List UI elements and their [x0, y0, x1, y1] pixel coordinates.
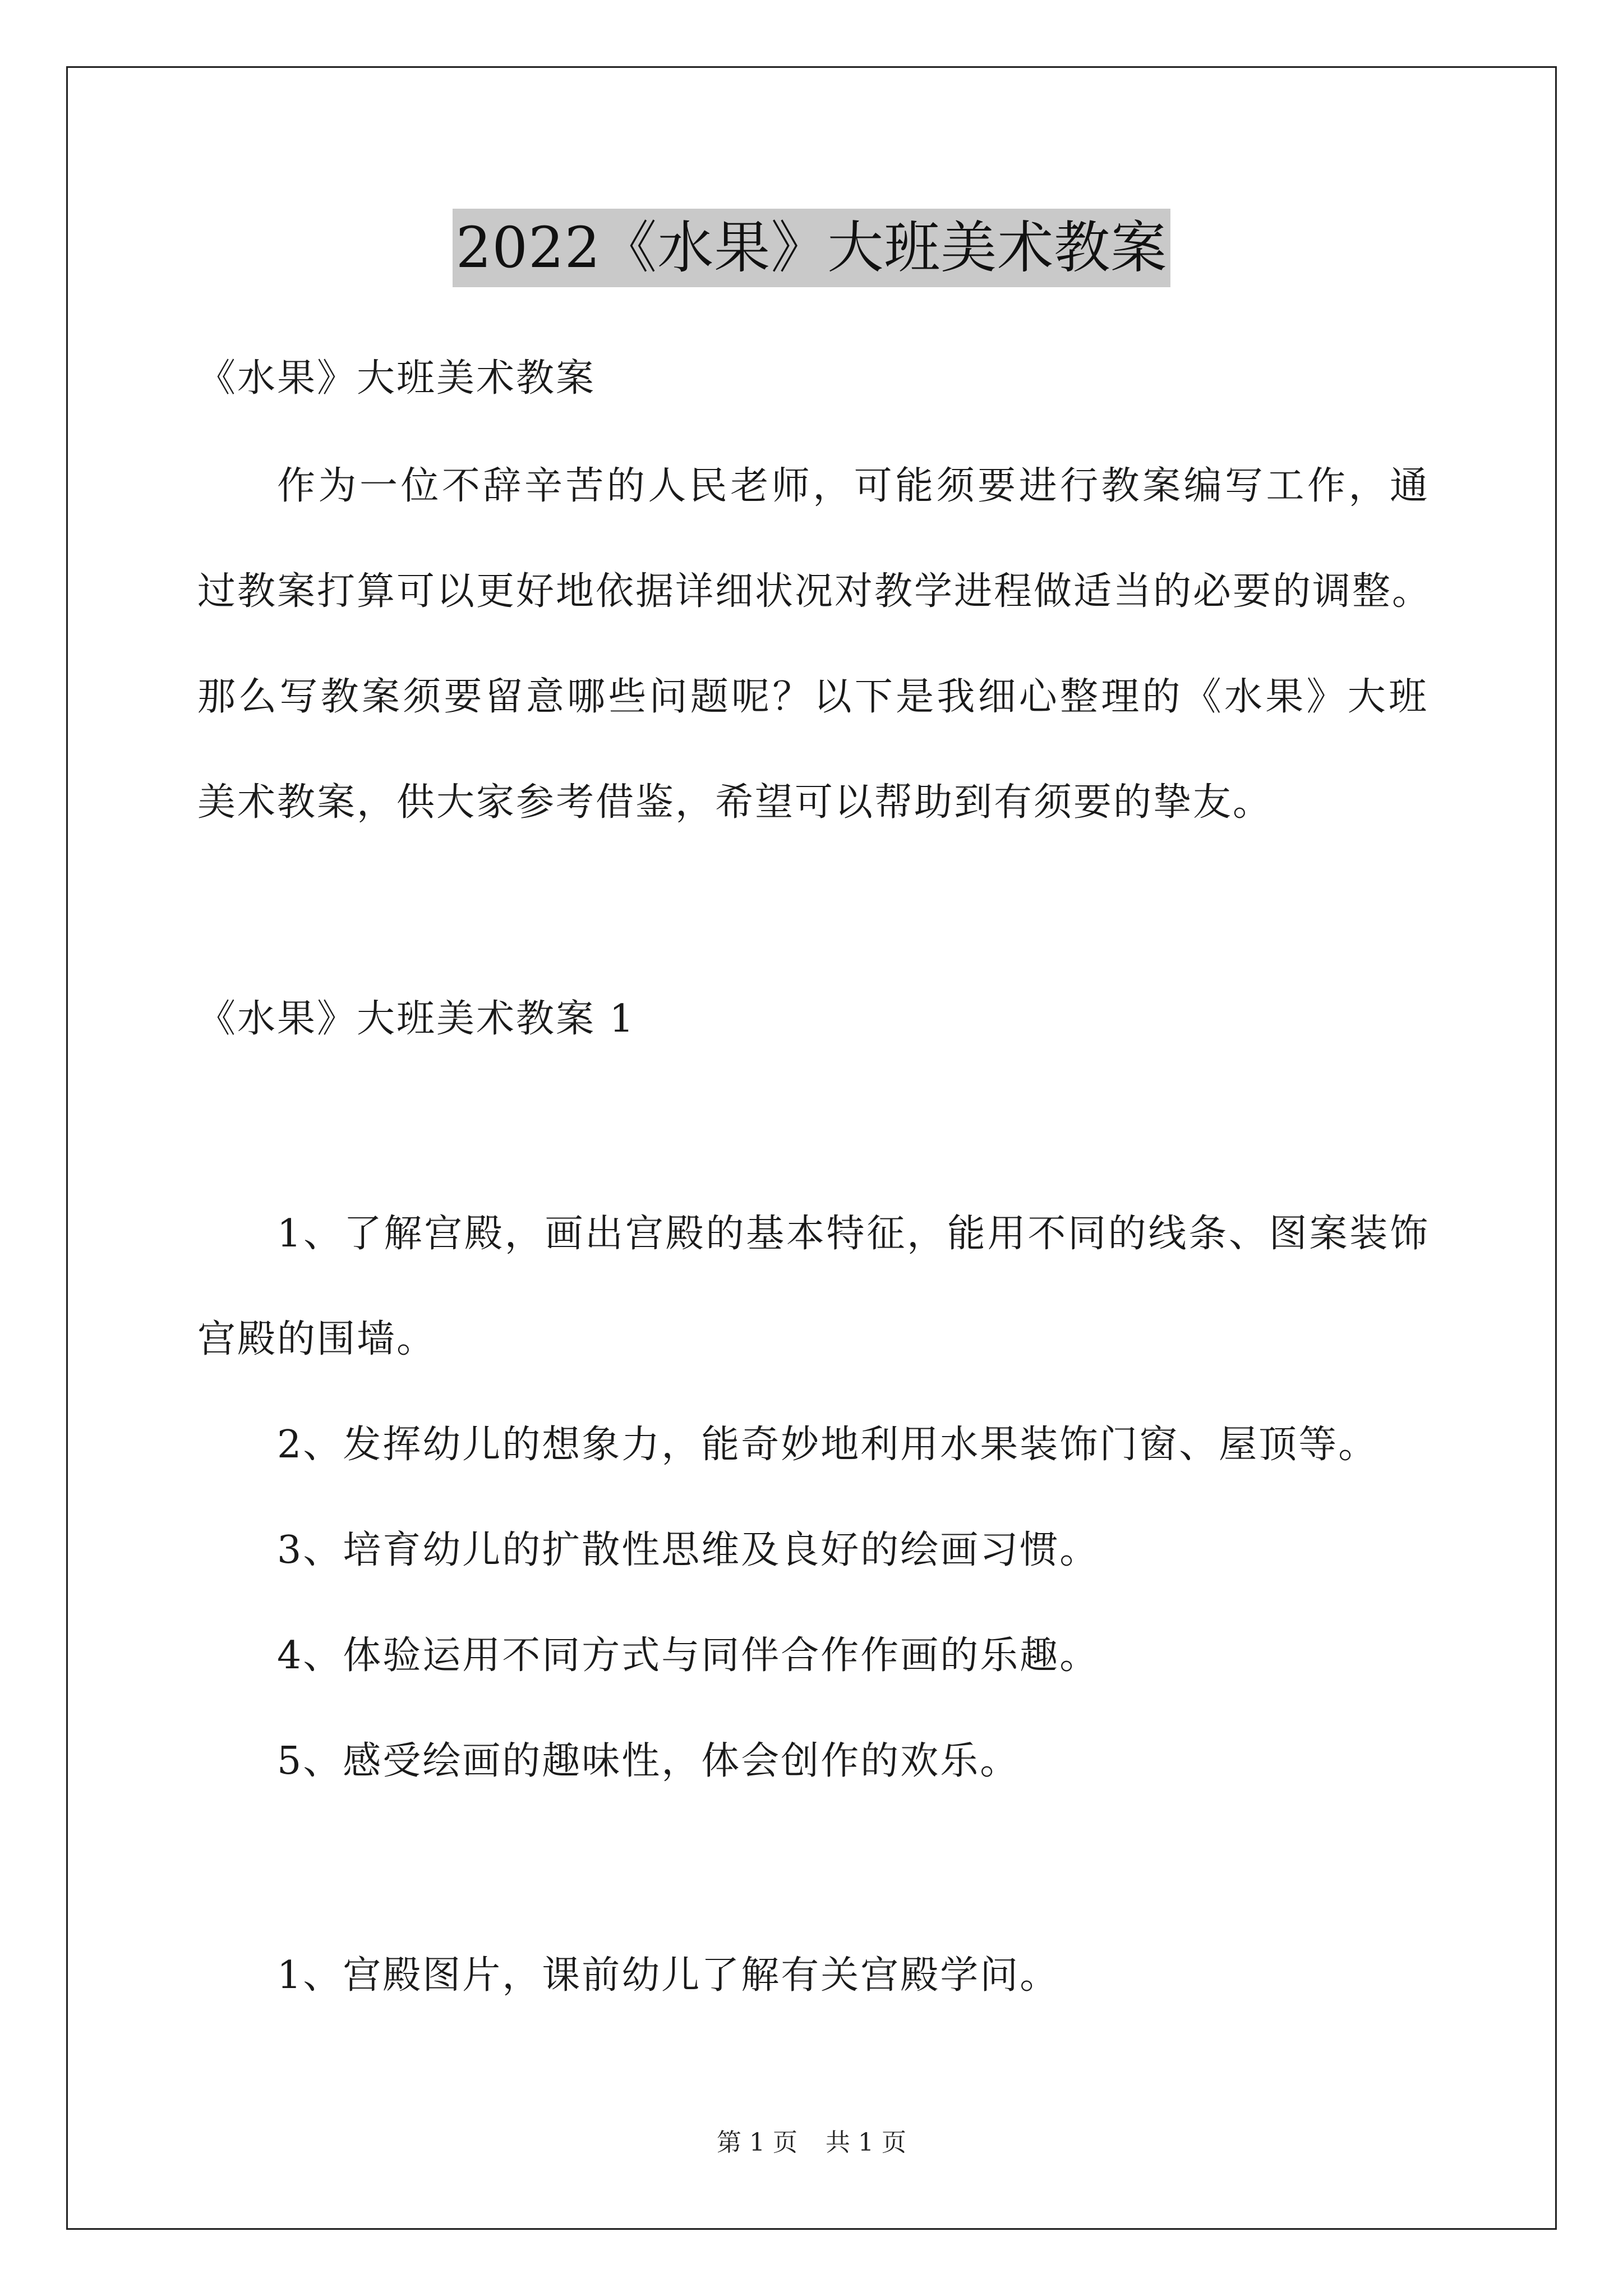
preparation-line-1: 1、宫殿图片，课前幼儿了解有关宫殿学问。 — [277, 1953, 1060, 1998]
goal-line-3: 2、发挥幼儿的想象力，能奇妙地利用水果装饰门窗、屋顶等。 — [277, 1423, 1378, 1467]
page-number-total: 共 1 页 — [826, 2128, 906, 2157]
intro-line-4: 美术教案，供大家参考借鉴，希望可以帮助到有须要的挚友。 — [197, 780, 1273, 825]
goal-line-4: 3、培育幼儿的扩散性思维及良好的绘画习惯。 — [277, 1528, 1100, 1572]
intro-line-1: 作为一位不辞辛苦的人民老师，可能须要进行教案编写工作，通 — [277, 464, 1430, 508]
intro-line-2: 过教案打算可以更好地依据详细状况对教学进程做适当的必要的调整。 — [197, 569, 1432, 614]
page-footer — [0, 2126, 1623, 2160]
goal-line-2: 宫殿的围墙。 — [197, 1317, 437, 1361]
section-heading: 《水果》大班美术教案 1 — [197, 997, 635, 1041]
goal-line-1: 1、了解宫殿，画出宫殿的基本特征，能用不同的线条、图案装饰 — [277, 1212, 1430, 1256]
goal-line-5: 4、体验运用不同方式与同伴合作作画的乐趣。 — [277, 1634, 1100, 1678]
intro-line-3: 那么写教案须要留意哪些问题呢？以下是我细心整理的《水果》大班 — [197, 675, 1428, 719]
document-subtitle: 《水果》大班美术教案 — [197, 356, 596, 401]
title-container — [0, 209, 1623, 287]
goal-line-6: 5、感受绘画的趣味性，体会创作的欢乐。 — [277, 1739, 1020, 1783]
page-number-current: 第 1 页 — [717, 2128, 797, 2157]
document-title: 2022《水果》大班美术教案 — [453, 209, 1171, 287]
